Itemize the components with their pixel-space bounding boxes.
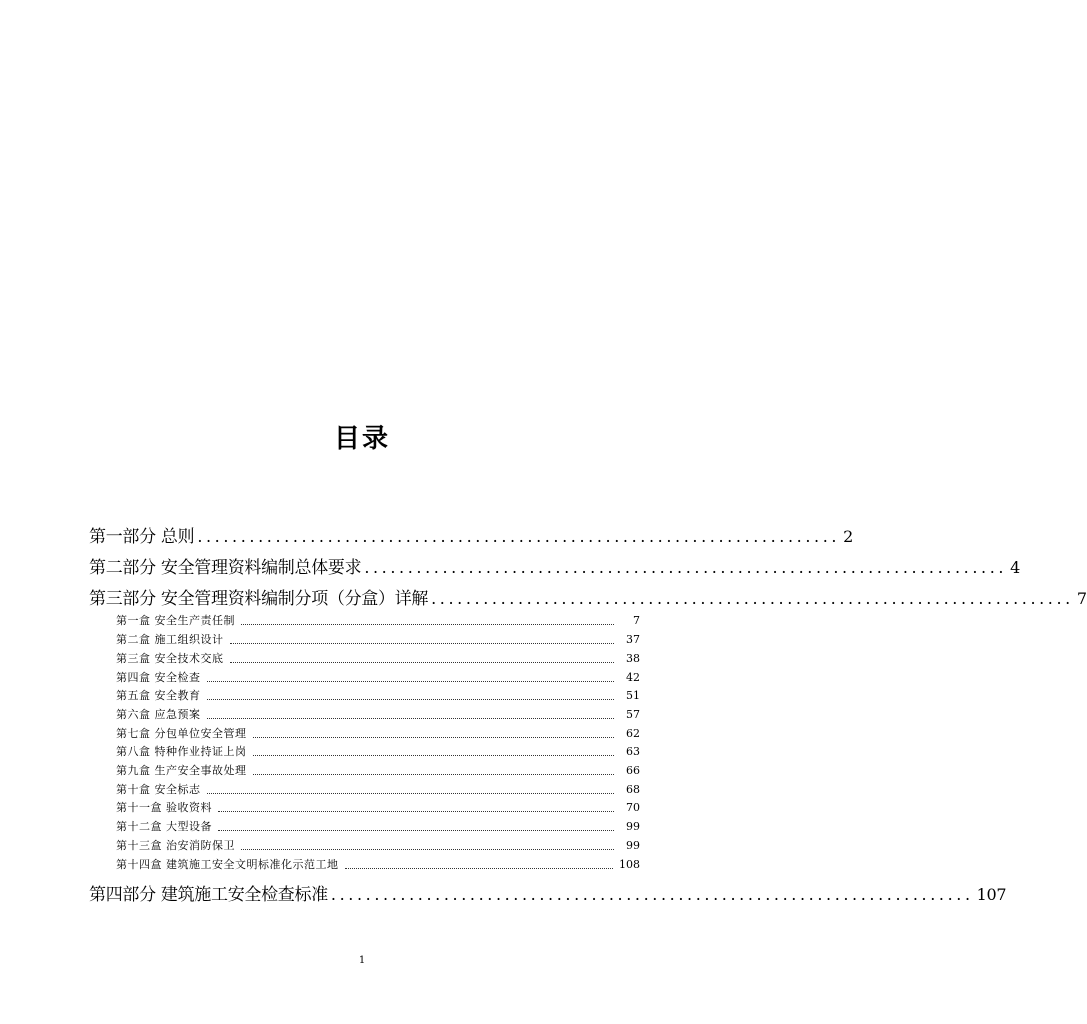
- toc-section-4[interactable]: [89, 880, 1007, 905]
- dot-leader: [207, 698, 615, 700]
- toc-title: 目录: [333, 424, 390, 454]
- toc-box-3[interactable]: [116, 650, 640, 666]
- dot-leader: [253, 773, 615, 775]
- toc-box-label: 第九盒 生产安全事故处理: [116, 764, 247, 777]
- toc-box-page: 51: [626, 689, 640, 702]
- toc-box-page: 99: [626, 820, 640, 833]
- dot-leader: [218, 810, 614, 812]
- footer-page-number: 1: [358, 955, 366, 966]
- toc-box-page: 108: [619, 858, 640, 871]
- toc-box-label: 第六盒 应急预案: [116, 708, 201, 721]
- toc-box-label: 第一盒 安全生产责任制: [116, 614, 235, 627]
- toc-box-label: 第三盒 安全技术交底: [116, 652, 224, 665]
- toc-box-page: 37: [626, 633, 640, 646]
- toc-box-5[interactable]: [116, 687, 640, 703]
- toc-box-label: 第五盒 安全教育: [116, 689, 201, 702]
- dot-leader: [253, 754, 615, 756]
- toc-section-page: 7: [1076, 589, 1087, 608]
- toc-box-label: 第四盒 安全检查: [116, 671, 201, 684]
- toc-box-8[interactable]: [116, 743, 640, 759]
- toc-box-page: 62: [626, 727, 640, 740]
- toc-box-14[interactable]: [116, 856, 640, 872]
- toc-box-page: 57: [626, 708, 640, 721]
- dot-leader: [230, 661, 615, 663]
- dot-leader: ..........................................................................: [364, 558, 1008, 577]
- dot-leader: [241, 848, 614, 850]
- toc-box-label: 第十一盒 验收资料: [116, 801, 212, 814]
- toc-box-10[interactable]: [116, 781, 640, 797]
- toc-box-6[interactable]: [116, 706, 640, 722]
- toc-section-page: 2: [843, 527, 853, 546]
- dot-leader: ..........................................................................: [330, 885, 974, 904]
- toc-box-4[interactable]: [116, 669, 640, 685]
- toc-box-page: 38: [626, 652, 640, 665]
- toc-section-1[interactable]: [89, 522, 853, 547]
- toc-box-page: 7: [633, 614, 640, 627]
- toc-box-label: 第七盒 分包单位安全管理: [116, 727, 247, 740]
- dot-leader: [207, 792, 615, 794]
- toc-box-1[interactable]: [116, 612, 640, 628]
- toc-box-label: 第八盒 特种作业持证上岗: [116, 745, 247, 758]
- toc-box-page: 63: [626, 745, 640, 758]
- dot-leader: [218, 829, 614, 831]
- toc-box-2[interactable]: [116, 631, 640, 647]
- toc-box-page: 42: [626, 671, 640, 684]
- toc-section-page: 4: [1010, 558, 1020, 577]
- toc-box-label: 第十二盒 大型设备: [116, 820, 212, 833]
- toc-box-12[interactable]: [116, 818, 640, 834]
- toc-box-13[interactable]: [116, 837, 640, 853]
- toc-box-page: 68: [626, 783, 640, 796]
- toc-section-label: 第四部分 建筑施工安全检查标准: [89, 885, 328, 905]
- toc-box-7[interactable]: [116, 725, 640, 741]
- toc-section-label: 第三部分 安全管理资料编制分项（分盒）详解: [89, 589, 429, 609]
- dot-leader: ..........................................................................: [431, 589, 1074, 608]
- dot-leader: ..........................................................................: [197, 527, 841, 546]
- dot-leader: [230, 642, 615, 644]
- toc-box-11[interactable]: [116, 799, 640, 815]
- dot-leader: [241, 623, 614, 625]
- toc-section-page: 107: [976, 885, 1007, 904]
- toc-box-page: 70: [626, 801, 640, 814]
- toc-box-9[interactable]: [116, 762, 640, 778]
- dot-leader: [345, 867, 614, 869]
- toc-box-label: 第二盒 施工组织设计: [116, 633, 224, 646]
- toc-section-2[interactable]: [89, 553, 1020, 578]
- toc-box-page: 66: [626, 764, 640, 777]
- toc-section-label: 第一部分 总则: [89, 527, 195, 547]
- dot-leader: [253, 736, 615, 738]
- dot-leader: [207, 680, 615, 682]
- toc-section-label: 第二部分 安全管理资料编制总体要求: [89, 558, 362, 578]
- toc-section-3[interactable]: [89, 584, 1087, 609]
- toc-box-label: 第十三盒 治安消防保卫: [116, 839, 235, 852]
- toc-box-page: 99: [626, 839, 640, 852]
- toc-box-label: 第十四盒 建筑施工安全文明标准化示范工地: [116, 858, 339, 871]
- toc-box-label: 第十盒 安全标志: [116, 783, 201, 796]
- dot-leader: [207, 717, 615, 719]
